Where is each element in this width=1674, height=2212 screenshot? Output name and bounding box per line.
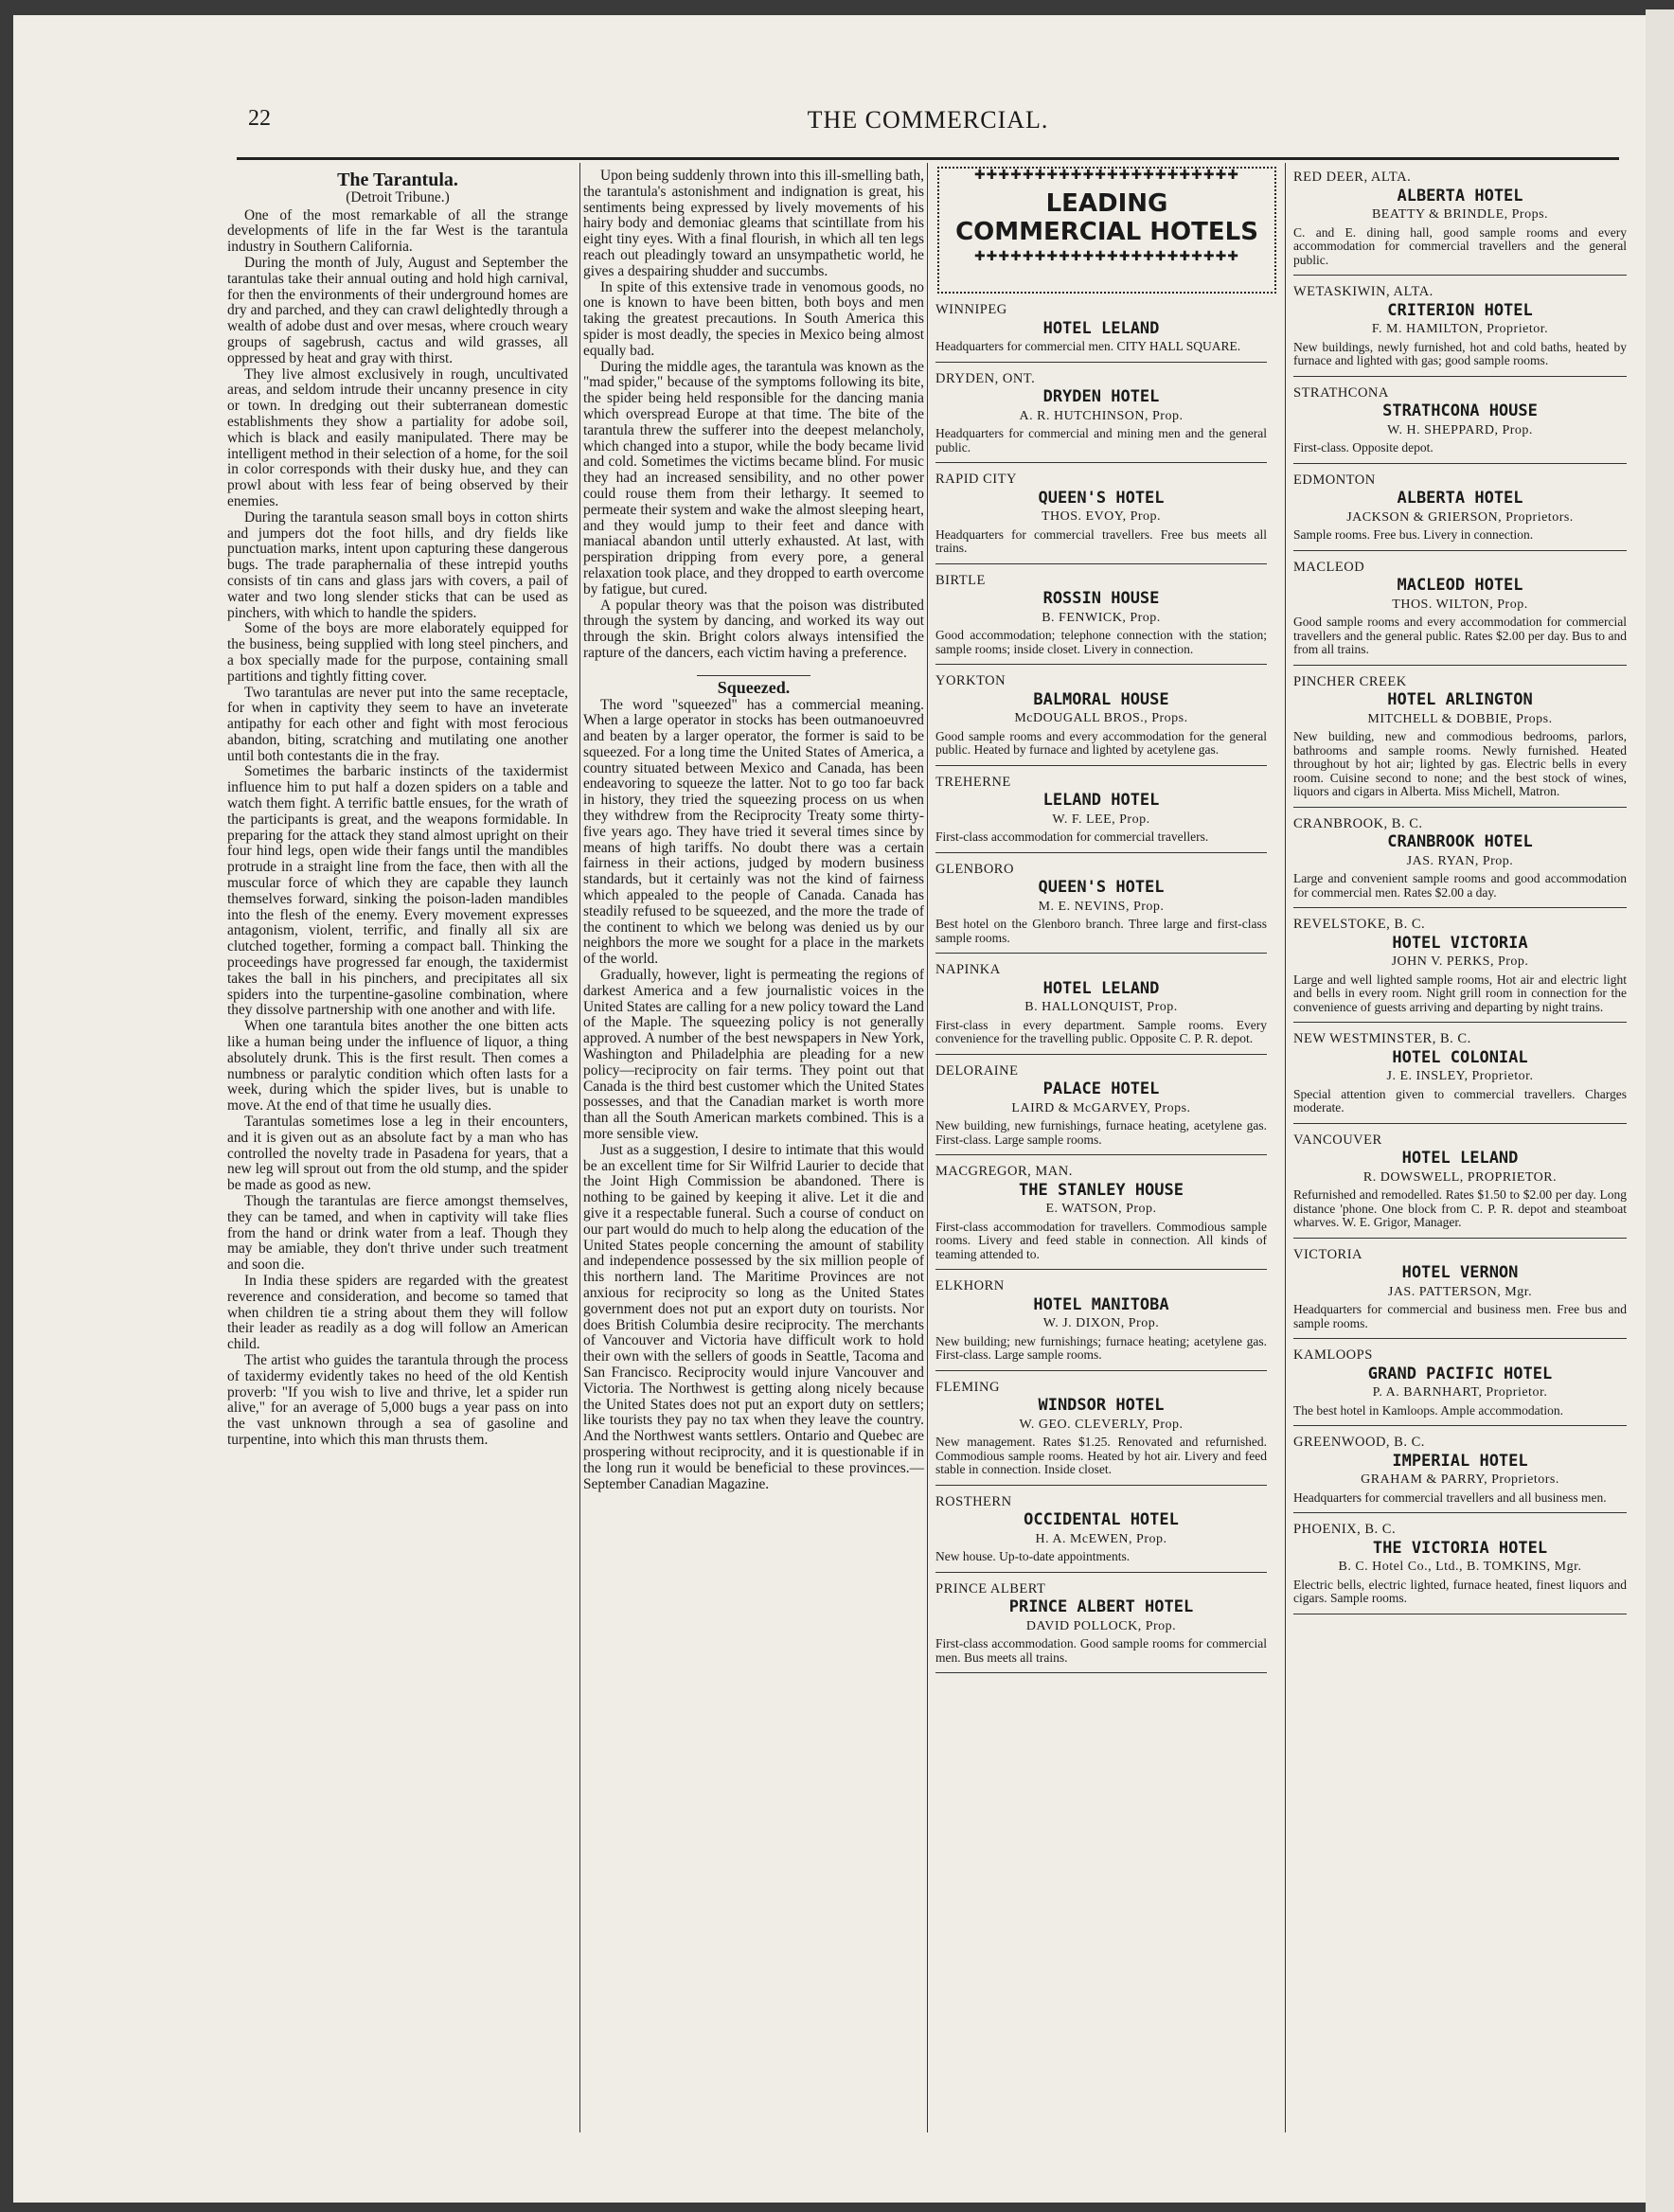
running-title: THE COMMERCIAL. (807, 106, 1049, 134)
hotel-name: PRINCE ALBERT HOTEL (1008, 1597, 1194, 1616)
hotel-town: PRINCE ALBERT (935, 1580, 1046, 1597)
hotel-description: First-class accommodation. Good sample rooms for commercial men. Bus meets all trains. (935, 1636, 1267, 1665)
hotel-description: Refurnished and remodelled. Rates $1.50 to $2.00 per day. Long distance 'phone. One block from C. P. R. depot and steamboat wharves. W. E. Grigor, Manager. (1293, 1187, 1627, 1229)
hotel-town: TREHERNE (935, 774, 1011, 790)
ornament-border: ✚✚✚✚✚✚✚✚✚✚✚✚✚✚✚✚✚✚✚✚✚✚ (973, 250, 1240, 264)
hotel-proprietor: W. J. DIXON, Prop. (1042, 1316, 1160, 1330)
hotel-proprietor: B. C. Hotel Co., Ltd., B. TOMKINS, Mgr. (1338, 1560, 1582, 1574)
hotel-description: Good sample rooms and every accommodation for the general public. Heated by furnace and lighted by acetylene gas. (935, 728, 1267, 757)
hotel-name: QUEEN'S HOTEL (1038, 878, 1165, 897)
hotel-listing (1293, 1519, 1627, 1614)
hotel-listing (1293, 914, 1627, 1023)
article-paragraph: A popular theory was that the poison was distributed through the system by dancing, and worked its way out through the skin. Bright colors always intensified the rapture of the dancers, each victim having a preference. (583, 597, 924, 661)
hotel-proprietor: B. HALLONQUIST, Prop. (1024, 1000, 1178, 1014)
adjacent-page-edge (1646, 9, 1674, 2212)
hotel-proprietor: McDOUGALL BROS., Props. (1014, 711, 1188, 725)
hotel-listing (935, 1579, 1267, 1674)
hotel-description: Electric bells, electric lighted, furnace heated, finest liquors and cigars. Sample rooms. (1293, 1577, 1627, 1605)
article-paragraph: In spite of this extensive trade in venomous goods, no one is known to have been bitten, both boys and men taking the greatest precautions. In South America this spider is most deadly, the species in Mexico being almost equally bad. (583, 278, 924, 359)
hotel-town: EDMONTON (1293, 472, 1376, 488)
hotel-name: MACLEOD HOTEL (1397, 576, 1523, 595)
hotel-name: STRATHCONA HOUSE (1382, 401, 1538, 420)
ornament-border: ✚✚✚✚✚✚✚✚✚✚✚✚✚✚✚✚✚✚✚✚✚✚ (973, 169, 1240, 183)
hotel-name: ALBERTA HOTEL (1397, 489, 1523, 508)
hotel-listing (935, 1161, 1267, 1270)
hotel-town: PINCHER CREEK (1293, 673, 1407, 689)
hotel-description: Good accommodation; telephone connection with the station; sample rooms; inside closet. Livery in connection. (935, 628, 1267, 656)
hotel-description: New building, new and commodious bedrooms, parlors, bathrooms and sample rooms. Newly furnished. Heated throughout by hot air; lighted by gas. Electric bells in every room. Cuisine second to none; and the best stock of wines, liquors and cigars in Alberta. Miss Michell, Matron. (1293, 729, 1627, 798)
hotel-name: BALMORAL HOUSE (1033, 689, 1169, 709)
article-title: Squeezed. (717, 677, 791, 697)
hotel-proprietor: THOS. EVOY, Prop. (1041, 509, 1162, 524)
hotel-name: HOTEL VERNON (1401, 1263, 1519, 1282)
article-paragraph: During the month of July, August and September the tarantulas take their annual outing and hold high carnival, for then the environments of their underground homes are dry and parched, and they can crawl delightedly through a wealth of adobe dust and over mesas, where crouch weary groups of sagebrush, cactus and wild grasses, all oppressed by heat and gray with thirst. (227, 254, 568, 366)
hotel-name: HOTEL COLONIAL (1392, 1047, 1528, 1067)
hotel-proprietor: W. F. LEE, Prop. (1052, 812, 1150, 827)
hotel-listing (935, 670, 1267, 766)
hotel-listing (935, 1491, 1267, 1573)
hotel-name: LELAND HOTEL (1042, 791, 1160, 810)
hotel-town: ROSTHERN (935, 1493, 1012, 1509)
hotel-description: First-class in every department. Sample rooms. Every convenience for the travelling public. Opposite C. P. R. depot. (935, 1017, 1267, 1045)
hotel-name: HOTEL LELAND (1042, 318, 1160, 338)
article-title: The Tarantula. (337, 169, 458, 190)
article-paragraph: Two tarantulas are never put into the same receptacle, for when in captivity they seem to have an inveterate antipathy for each other and fight with most ferocious abandon, biting, scratching and mutilating one another until both contestants die in the fray. (227, 684, 568, 764)
hotel-name: QUEEN'S HOTEL (1038, 488, 1165, 508)
hotel-description: Best hotel on the Glenboro branch. Three large and first-class sample rooms. (935, 917, 1267, 945)
hotel-description: Large and convenient sample rooms and good accommodation for commercial men. Rates $2.00 a day. (1293, 871, 1627, 900)
hotel-proprietor: MITCHELL & DOBBIE, Props. (1367, 711, 1553, 726)
hotel-proprietor: JAS. RYAN, Prop. (1406, 853, 1514, 868)
hotel-listing (935, 859, 1267, 954)
hotel-proprietor: W. H. SHEPPARD, Prop. (1387, 422, 1533, 437)
hotel-proprietor: A. R. HUTCHINSON, Prop. (1019, 408, 1184, 423)
hotel-proprietor: GRAHAM & PARRY, Proprietors. (1361, 1472, 1559, 1487)
hotel-listing (1293, 671, 1627, 808)
hotel-proprietor: DAVID POLLOCK, Prop. (1025, 1618, 1177, 1633)
hotel-listing (1293, 1244, 1627, 1340)
hotel-proprietor: B. FENWICK, Prop. (1042, 610, 1161, 625)
hotel-name: THE VICTORIA HOTEL (1372, 1538, 1548, 1558)
article-paragraph: They live almost exclusively in rough, uncultivated areas, and seldom intrude their uncanny presence in city or town. In dredging out their subterranean domestic establishments they show a partiality for adobe soil, which is black and easily manipulated. There may be intelligent method in their selection of a home, for the soil in color corresponds with their dusky hue, and they can prowl about with less fear of being observed by their enemies. (227, 366, 568, 509)
hotel-listing (1293, 1432, 1627, 1513)
hotel-town: PHOENIX, B. C. (1293, 1522, 1397, 1537)
hotel-listing (1293, 557, 1627, 666)
hotel-town: MACLEOD (1293, 559, 1365, 575)
hotel-description: C. and E. dining hall, good sample rooms and every accommodation for commercial travellers and the general public. (1293, 224, 1627, 267)
hotel-proprietor: F. M. HAMILTON, Proprietor. (1371, 322, 1549, 336)
hotel-listing (935, 368, 1267, 464)
hotel-description: New building; new furnishings; furnace heating; acetylene gas. First-class. Large sample rooms. (935, 1333, 1267, 1362)
hotel-description: Headquarters for commercial and business men. Free bus and sample rooms. (1293, 1302, 1627, 1330)
hotel-town: RAPID CITY (935, 472, 1017, 487)
hotel-proprietor: BEATTY & BRINDLE, Props. (1371, 207, 1549, 222)
hotel-town: ELKHORN (935, 1278, 1005, 1293)
hotel-name: HOTEL ARLINGTON (1387, 690, 1533, 709)
hotel-proprietor: W. GEO. CLEVERLY, Prop. (1019, 1417, 1184, 1432)
hotel-proprietor: E. WATSON, Prop. (1045, 1202, 1157, 1216)
hotel-name: DRYDEN HOTEL (1042, 387, 1160, 406)
hotel-listing (935, 1061, 1267, 1156)
article-paragraph: In India these spiders are regarded with the greatest reverence and consideration, and become so tamed that when children tie a string about them they will follow their leader as readily as a dog will follow an American child. (227, 1272, 568, 1353)
hotel-town: REVELSTOKE, B. C. (1293, 917, 1426, 932)
hotel-listing (1293, 281, 1627, 377)
hotel-name: ROSSIN HOUSE (1042, 589, 1160, 608)
hotel-description: Headquarters for commercial travellers. Free bus meets all trains. (935, 526, 1267, 555)
hotel-description: New buildings, newly furnished, hot and cold baths, heated by furnace and lighted with gas; good sample rooms. (1293, 339, 1627, 367)
hotel-description: First-class accommodation for travellers. Commodious sample rooms. Livery and feed stable in connection. All kinds of teaming attended to. (935, 1219, 1267, 1261)
hotel-town: KAMLOOPS (1293, 1347, 1373, 1363)
hotel-town: VANCOUVER (1293, 1132, 1382, 1148)
hotel-town: GREENWOOD, B. C. (1293, 1435, 1425, 1450)
hotel-proprietor: P. A. BARNHART, Proprietor. (1372, 1385, 1548, 1400)
hotel-description: New house. Up-to-date appointments. (935, 1549, 1131, 1563)
column-divider (579, 163, 580, 2132)
column-divider (1285, 163, 1286, 2132)
hotel-town: GLENBORO (935, 861, 1014, 877)
article-paragraph: When one tarantula bites another the one bitten acts like a human being under the influence of liquor, a thing absolutely drunk. This is the first result. Then comes a numbness or paralytic condition which often lasts for a week, during which the spider lives, but is unable to move. At the end of that time he usually dies. (227, 1018, 568, 1115)
article-paragraph: Sometimes the barbaric instincts of the taxidermist influence him to put half a dozen spiders on a table and watch them fight. A terrific battle ensues, for the wrath of the participants is great, and the weapons formidable. In preparing for the attack they stand almost upright on their four hind legs, open wide their fangs until the mandibles protrude in a straight line from the face, then with all the muscular force of which they are capable they launch themselves forward, sinking the poison-laden mandibles into the flesh of the enemy. Every movement expresses antagonism, violent, terrific, and finally all six are clutched together, forming a compact ball. Thinking the proceedings have progressed far enough, the taxidermist takes the ball in his pinchers, and precipitates all six spiders into the turpentine-gasoline combination, where they dissolve partnership with one another and with life. (227, 763, 568, 1019)
hotel-listings-left (935, 299, 1267, 1679)
hotel-name: OCCIDENTAL HOTEL (1024, 1510, 1179, 1529)
hotel-proprietor: M. E. NEVINS, Prop. (1038, 899, 1165, 914)
hotel-listing (1293, 813, 1627, 909)
hotel-listing (1293, 383, 1627, 464)
hotel-town: MACGREGOR, MAN. (935, 1164, 1073, 1179)
hotel-town: NAPINKA (935, 962, 1001, 977)
hotel-proprietor: R. DOWSWELL, PROPRIETOR. (1362, 1169, 1558, 1185)
page-number: 22 (248, 106, 271, 131)
article-paragraph: Gradually, however, light is permeating the regions of darkest America and a few journalistic voices in the United States are calling for a new policy toward the Land of the Maple. The squeezing policy is not generally approved. A number of the best newspapers in New York, Washington and Philadelphia are pleading for a new policy—reciprocity on fair terms. They point out that Canada is the third best customer which the United States possesses, and that the Canadian market is worth more than all the South American markets combined. This is a more sensible view. (583, 967, 924, 1143)
leading-hotels-banner (937, 167, 1276, 294)
hotel-description: Sample rooms. Free bus. Livery in connection. (1293, 527, 1534, 542)
hotel-description: New management. Rates $1.25. Renovated and refurnished. Commodious sample rooms. Heated by hot air. Livery and feed stable in connection. Inside closet. (935, 1435, 1267, 1476)
hotel-name: ALBERTA HOTEL (1397, 186, 1523, 205)
hotel-listing (935, 772, 1267, 853)
hotel-listing (935, 1275, 1267, 1371)
article-paragraph: Though the tarantulas are fierce amongst themselves, they can be tamed, and when in captivity will take flies from the hand or drink water from a leaf. Though they may be amiable, they don't thrive under such treatment and soon die. (227, 1193, 568, 1274)
page-header (237, 106, 1619, 144)
hotel-town: VICTORIA (1293, 1246, 1363, 1262)
banner-heading-line2: COMMERCIAL HOTELS (955, 218, 1258, 246)
hotel-description: First-class accommodation for commercial travellers. (935, 830, 1209, 844)
hotel-town: WETASKIWIN, ALTA. (1293, 284, 1434, 299)
hotel-description: Special attention given to commercial travellers. Charges moderate. (1293, 1086, 1627, 1115)
article-paragraph: Some of the boys are more elaborately equipped for the business, being supplied with long steel pinchers, and a box specially made for the purpose, containing small partitions and tightly fitting cover. (227, 620, 568, 685)
hotel-town: CRANBROOK, B. C. (1293, 815, 1423, 831)
hotel-description: Headquarters for commercial travellers and all business men. (1293, 1490, 1607, 1505)
article-paragraph: Tarantulas sometimes lose a leg in their encounters, and it is given out as an absolute fact by a man who has controlled the novelty trade in Pasadena for years, that a new leg will sprout out from the old stump, and the spider be made as good as new. (227, 1114, 568, 1194)
hotel-proprietor: JACKSON & GRIERSON, Proprietors. (1346, 509, 1574, 525)
hotel-name: CRANBROOK HOTEL (1387, 832, 1533, 851)
hotel-proprietor: LAIRD & McGARVEY, Props. (1011, 1100, 1191, 1115)
hotel-name: THE STANLEY HOUSE (1019, 1180, 1184, 1200)
hotel-town: DRYDEN, ONT. (935, 370, 1036, 386)
article-paragraph: During the middle ages, the tarantula was known as the "mad spider," because of the symptoms following its bite, the spider being held responsible for the dancing mania which overspread Europe at that time. The bite of the tarantula threw the sufferer into the deepest melancholy, which changed into a stupor, while the body became livid and cold. Sometimes the victims became blind. For music they had an increased sensibility, and no other power could rouse them from their lethargy. It seemed to permeate their system and wake the almost sleeping heart, and they would jump to their feet and dance with maniacal abandon until utterly exhausted. At last, with perspiration dripping from every pore, a general relaxation took place, and they dropped to earth overcome by fatigue, but cured. (583, 358, 924, 598)
hotel-listing (935, 1377, 1267, 1486)
hotel-listings-right (1293, 167, 1627, 1620)
hotel-town: BIRTLE (935, 572, 986, 588)
hotel-listing (1293, 167, 1627, 276)
article-paragraph: One of the most remarkable of all the strange developments of life in the far West is the tarantula industry in Southern California. (227, 206, 568, 256)
hotel-listing (935, 299, 1267, 363)
hotel-town: FLEMING (935, 1379, 1000, 1395)
hotel-name: IMPERIAL HOTEL (1392, 1451, 1528, 1471)
hotel-description: Good sample rooms and every accommodation for commercial travellers and the general public. Rates $2.00 per day. Bus to and from all trains. (1293, 615, 1627, 656)
hotel-proprietor: JAS. PATTERSON, Mgr. (1387, 1284, 1533, 1299)
hotel-listing (1293, 1028, 1627, 1124)
hotel-town: YORKTON (935, 673, 1006, 688)
hotel-listing (935, 959, 1267, 1055)
hotel-town: NEW WESTMINSTER, B. C. (1293, 1031, 1471, 1046)
hotel-name: HOTEL LELAND (1042, 978, 1160, 998)
hotel-description: Large and well lighted sample rooms, Hot air and electric light and bells in every room. Night grill room in connection for the convenience of guests arriving and departing by night trains. (1293, 972, 1627, 1014)
hotel-town: DELORAINE (935, 1062, 1019, 1079)
article-paragraph: Just as a suggestion, I desire to intimate that this would be an excellent time for Sir Wilfrid Laurier to decide that the Joint High Commission be abandoned. There is nothing to be gained by keeping it alive. Let it die and give it a respectable funeral. Such a course of conduct on our part would do much to help along the education of the United States people concerning the amount of stability and independence possessed by the six million people of this northern land. The Maritime Provinces are not anxious for reciprocity so long as the United States government does not put an export duty on tourists. Nor does British Columbia desire reciprocity. The merchants of Vancouver and Victoria have difficult work to hold their own with the sellers of goods in Seattle, Tacoma and San Francisco. Reciprocity would injure Vancouver and Victoria. The Northwest is getting along nicely because the United States does not put an export duty on settlers; like tourists they pay no tax when they leave the country. And the Northwest wants settlers. Ontario and Quebec are prospering without reciprocity, and it is questionable if in the long run it would be beneficial to these provinces.—September Canadian Magazine. (583, 1141, 924, 1492)
hotel-listing (935, 570, 1267, 666)
hotel-town: STRATHCONA (1293, 384, 1389, 401)
hotel-description: Headquarters for commercial men. CITY HALL SQUARE. (935, 339, 1241, 353)
hotel-name: HOTEL LELAND (1401, 1149, 1519, 1168)
article-paragraph: Upon being suddenly thrown into this ill-smelling bath, the tarantula's astonishment and indignation is great, his sentiments being expressed by lively movements of his hairy body and demoniac gleams that scintillate from his eight tiny eyes. With a final flourish, in which all ten legs reach out pleadingly toward an unsympathetic world, he gives a despairing shudder and succumbs. (583, 168, 924, 279)
hotel-listing (1293, 470, 1627, 551)
hotel-name: CRITERION HOTEL (1387, 300, 1533, 320)
hotel-proprietor: THOS. WILTON, Prop. (1392, 597, 1528, 612)
hotel-description: Headquarters for commercial and mining men and the general public. (935, 426, 1267, 455)
hotel-proprietor: H. A. McEWEN, Prop. (1035, 1531, 1167, 1546)
hotel-town: RED DEER, ALTA. (1293, 169, 1412, 185)
article-source: (Detroit Tribune.) (346, 188, 450, 205)
banner-heading-line1: LEADING (1045, 189, 1168, 218)
hotel-proprietor: J. E. INSLEY, Proprietor. (1386, 1069, 1534, 1083)
article-column-1 (227, 169, 568, 1449)
hotel-name: GRAND PACIFIC HOTEL (1367, 1364, 1553, 1383)
hotel-description: The best hotel in Kamloops. Ample accommodation. (1293, 1402, 1563, 1418)
hotel-name: HOTEL MANITOBA (1033, 1294, 1169, 1314)
article-column-2 (583, 169, 924, 1492)
article-paragraph: During the tarantula season small boys in cotton shirts and jumpers dot the foot hills, and dry fields like punctuation marks, intent upon capturing these dangerous bugs. The trade paraphernalia of these intrepid youths consists of tin cans and glass jars with covers, a pail of water and two long slender sticks that can be used as pinchers, with which to handle the spiders. (227, 508, 568, 621)
hotel-name: WINDSOR HOTEL (1038, 1396, 1165, 1415)
hotel-description: New building, new furnishings, furnace heating, acetylene gas. First-class. Large sample rooms. (935, 1118, 1267, 1147)
hotel-description: First-class. Opposite depot. (1293, 440, 1434, 455)
hotel-listing (1293, 1345, 1627, 1426)
header-rule (237, 157, 1619, 160)
hotel-name: PALACE HOTEL (1042, 1079, 1160, 1098)
hotel-name: HOTEL VICTORIA (1392, 933, 1528, 953)
hotel-town: WINNIPEG (935, 302, 1007, 317)
section-rule (697, 675, 810, 676)
column-divider (927, 163, 928, 2132)
hotel-proprietor: JOHN V. PERKS, Prop. (1391, 954, 1529, 969)
article-paragraph: The artist who guides the tarantula through the process of taxidermy evidently takes no heed of the old Kentish proverb: "If you wish to live and thrive, let a spider run alive," for an average of 5,000 bugs a year pass on into the vast unknown through a sea of gasoline and turpentine, into which this man thrusts them. (227, 1351, 568, 1448)
hotel-listing (1293, 1130, 1627, 1239)
hotel-listing (935, 469, 1267, 564)
article-paragraph: The word "squeezed" has a commercial meaning. When a large operator in stocks has been outmanoeuvred and beaten by a larger operator, the former is said to be squeezed. For a long time the United States of America, a country situated between Mexico and Canada, has been endeavoring to squeeze the latter. Not to go too far back in history, they tried the squeezing process on us when they withdrew from the Reciprocity Treaty some thirty-five years ago. They have tried it several times since by means of high tariffs. No doubt there was a certain fairness in their actions, judged by modern business standards, but it certainly was not the kind of fairness which appealed to the people of Canada. Canada has steadily refused to be squeezed, and the more the trade of the continent to which we belong was denied us by our neighbors the more we sought for a place in the markets of the world. (583, 696, 924, 968)
